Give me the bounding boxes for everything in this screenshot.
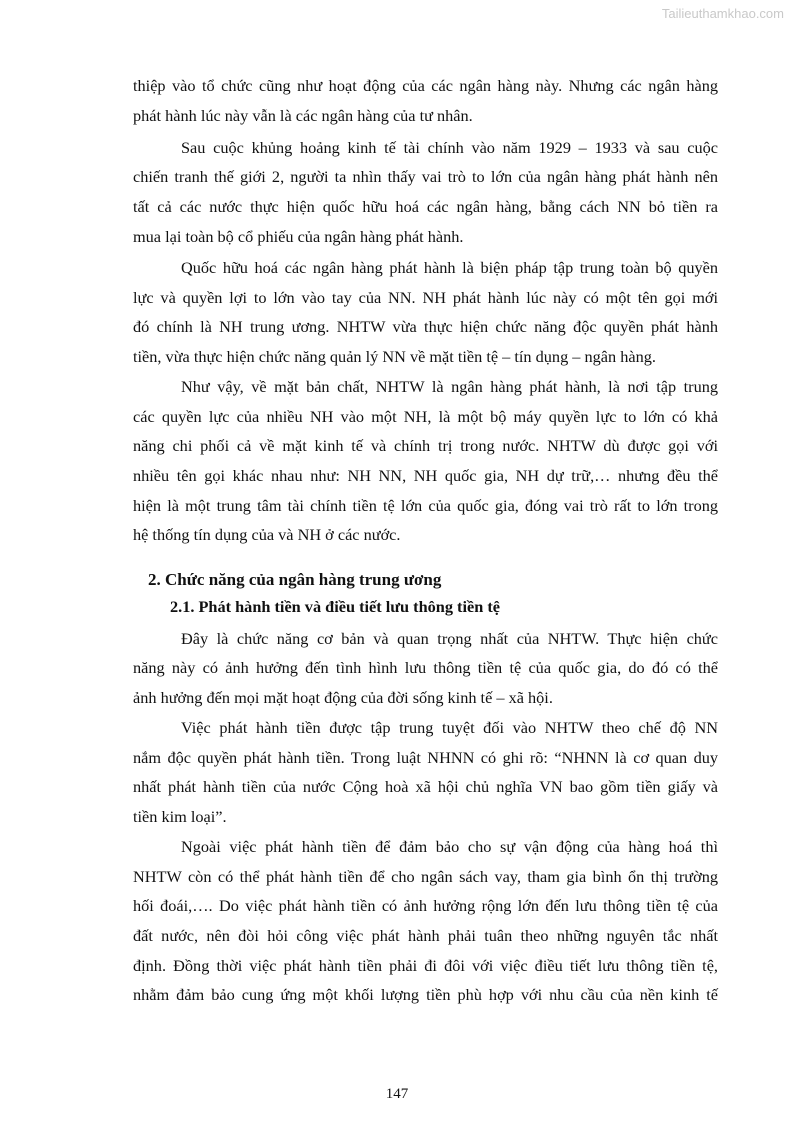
text-line: tất cả các nước thực hiện quốc hữu hoá các ngân hàng, bằng cách NN bỏ tiền ra: [133, 197, 718, 216]
watermark: Tailieuthamkhao.com: [661, 6, 784, 21]
text-line: nhất phát hành tiền của nước Cộng hoà xã hội chủ nghĩa VN bao gồm tiền giấy và: [133, 777, 718, 796]
text-line: Việc phát hành tiền được tập trung tuyệt đối vào NHTW theo chế độ NN: [181, 718, 718, 737]
text-line: định. Đồng thời việc phát hành tiền phải đi đôi với việc điều tiết lưu thông tiền tệ,: [133, 956, 718, 975]
page-number: 147: [385, 1086, 409, 1102]
text-line: nhằm đảm bảo cung ứng một khối lượng tiền phù hợp với nhu cầu của nền kinh tế: [133, 985, 718, 1004]
text-line: mua lại toàn bộ cổ phiếu của ngân hàng phát hành.: [133, 227, 464, 246]
text-line: Quốc hữu hoá các ngân hàng phát hành là biện pháp tập trung toàn bộ quyền: [181, 258, 718, 277]
text-line: thiệp vào tổ chức cũng như hoạt động của các ngân hàng này. Nhưng các ngân hàng: [133, 76, 718, 95]
text-line: đất nước, nên đòi hỏi công việc phát hành phải tuân theo những nguyên tắc nhất: [133, 926, 718, 945]
section-heading: 2. Chức năng của ngân hàng trung ương: [148, 570, 442, 589]
text-line: nắm độc quyền phát hành tiền. Trong luật NHNN có ghi rõ: “NHNN là cơ quan duy: [133, 748, 718, 767]
text-line: hiện là một trung tâm tài chính tiền tệ lớn của quốc gia, đóng vai trò rất to lớn trong: [133, 496, 718, 515]
text-line: phát hành lúc này vẫn là các ngân hàng của tư nhân.: [133, 106, 473, 125]
text-line: Đây là chức năng cơ bản và quan trọng nhất của NHTW. Thực hiện chức: [181, 629, 718, 648]
text-line: Sau cuộc khủng hoảng kinh tế tài chính vào năm 1929 – 1933 và sau cuộc: [181, 138, 718, 157]
text-line: các quyền lực của nhiều NH vào một NH, là một bộ máy quyền lực to lớn có khả: [133, 407, 718, 426]
text-line: đó chính là NH trung ương. NHTW vừa thực hiện chức năng độc quyền phát hành: [133, 317, 718, 336]
text-line: tiền, vừa thực hiện chức năng quản lý NN về mặt tiền tệ – tín dụng – ngân hàng.: [133, 347, 656, 366]
text-line: năng này có ảnh hưởng đến tình hình lưu thông tiền tệ của quốc gia, do đó có thể: [133, 658, 718, 677]
text-line: hệ thống tín dụng của và NH ở các nước.: [133, 525, 401, 544]
text-line: NHTW còn có thể phát hành tiền để cho ngân sách vay, tham gia bình ổn thị trường: [133, 867, 718, 886]
text-line: năng chi phối cả về mặt kinh tế và chính trị trong nước. NHTW dù được gọi với: [133, 436, 718, 455]
text-line: nhiều tên gọi khác nhau như: NH NN, NH quốc gia, NH dự trữ,… nhưng đều thể: [133, 466, 718, 485]
text-line: lực và quyền lợi to lớn vào tay của NN. NH phát hành lúc này có một tên gọi mới: [133, 288, 718, 307]
text-line: hối đoái,…. Do việc phát hành tiền có ảnh hưởng rộng lớn đến lưu thông tiền tệ của: [133, 896, 718, 915]
text-line: Như vậy, về mặt bản chất, NHTW là ngân hàng phát hành, là nơi tập trung: [181, 377, 718, 396]
text-line: tiền kim loại”.: [133, 807, 227, 826]
text-line: ảnh hưởng đến mọi mặt hoạt động của đời sống kinh tế – xã hội.: [133, 688, 553, 707]
subsection-heading: 2.1. Phát hành tiền và điều tiết lưu thông tiền tệ: [170, 597, 500, 616]
text-line: chiến tranh thế giới 2, người ta nhìn thấy vai trò to lớn của ngân hàng phát hành nên: [133, 167, 718, 186]
text-line: Ngoài việc phát hành tiền để đảm bảo cho sự vận động của hàng hoá thì: [181, 837, 718, 856]
